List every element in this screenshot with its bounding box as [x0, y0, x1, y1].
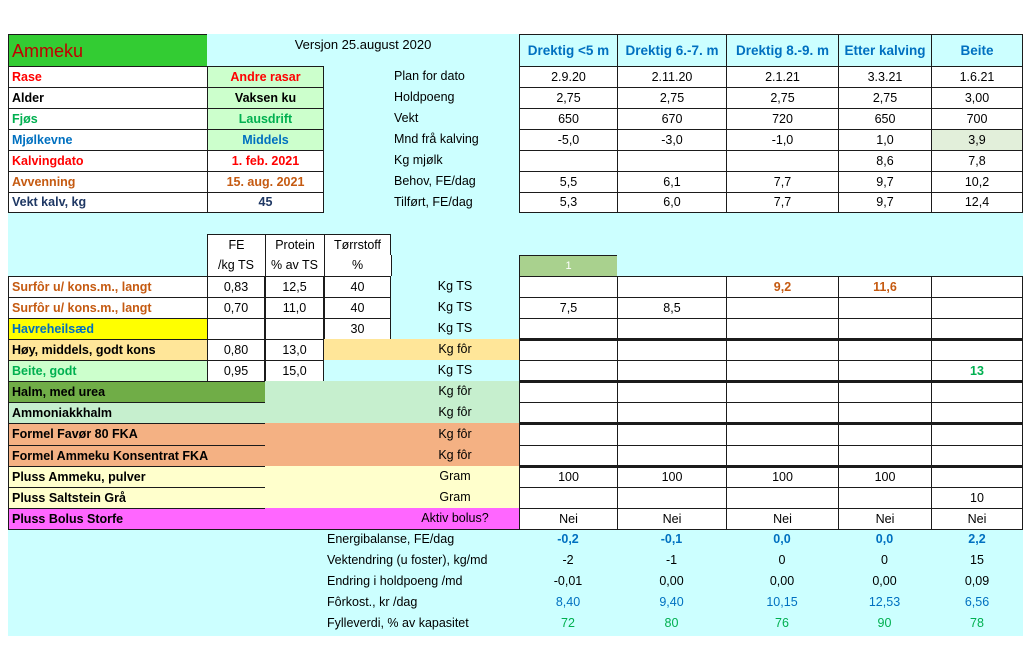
feed-amount-field[interactable]: [726, 360, 838, 381]
plan-value: 8,6: [838, 150, 931, 171]
thick-divider: [519, 422, 1023, 425]
feed-amount-field[interactable]: 100: [726, 466, 838, 487]
period-header: Drektig 6.-7. m: [617, 34, 726, 66]
animal-label: Avvenning: [8, 171, 207, 192]
plan-value: [726, 150, 838, 171]
plan-value: -5,0: [519, 129, 617, 150]
feed-amount-field[interactable]: 100: [838, 466, 931, 487]
plan-value: [617, 150, 726, 171]
animal-label: Rase: [8, 66, 207, 87]
feed-amount-field[interactable]: [726, 339, 838, 360]
feed-header-bottom: %: [324, 255, 391, 276]
feed-protein-field[interactable]: 11,0: [265, 297, 324, 318]
plan-value: 1,0: [838, 129, 931, 150]
animal-value-field[interactable]: Lausdrift: [207, 108, 324, 129]
animal-value-field[interactable]: 1. feb. 2021: [207, 150, 324, 171]
result-value: 0: [881, 553, 888, 568]
feed-amount-field[interactable]: [931, 445, 1023, 466]
result-value: 0,00: [659, 574, 684, 589]
period-header: Drektig 8.-9. m: [726, 34, 838, 66]
result-value: 72: [561, 616, 575, 631]
animal-value-field[interactable]: Andre rasar: [207, 66, 324, 87]
animal-value-field[interactable]: Vaksen ku: [207, 87, 324, 108]
plan-value: 6,0: [617, 192, 726, 213]
thick-divider: [519, 465, 1023, 468]
feed-amount-field[interactable]: 9,2: [726, 276, 838, 297]
plan-value: 9,7: [838, 171, 931, 192]
plan-value: 700: [931, 108, 1023, 129]
plan-value: 650: [519, 108, 617, 129]
feed-amount-field[interactable]: [838, 445, 931, 466]
result-value: 0: [778, 553, 786, 568]
feed-ts-field[interactable]: 30: [324, 318, 391, 339]
result-value: 15: [970, 553, 984, 568]
animal-value-field[interactable]: Middels: [207, 129, 324, 150]
feed-unit: Gram: [439, 469, 471, 484]
feed-name: Pluss Bolus Storfe: [8, 508, 265, 529]
result-value: 0,00: [769, 574, 795, 589]
plan-value: 3,9: [931, 129, 1023, 150]
feed-unit: Kg TS: [437, 321, 473, 336]
result-value: 8,40: [555, 595, 581, 610]
plan-value: -1,0: [726, 129, 838, 150]
period-header: Etter kalving: [838, 34, 931, 66]
grid-line: [324, 255, 325, 276]
feed-fe-field[interactable]: 0,83: [207, 276, 265, 297]
feed-unit: Aktiv bolus?: [421, 511, 489, 526]
thick-divider: [519, 338, 1023, 341]
feed-amount-field[interactable]: [838, 360, 931, 381]
plan-row-label: Kg mjølk: [394, 153, 443, 168]
result-label: Endring i holdpoeng /md: [327, 574, 463, 589]
feed-amount-field[interactable]: Nei: [519, 508, 617, 529]
result-label: Fôrkost., kr /dag: [327, 595, 418, 610]
feed-header-top: FE: [207, 234, 265, 255]
feed-amount-field[interactable]: [931, 402, 1023, 423]
plan-value: 7,7: [726, 171, 838, 192]
feed-amount-field[interactable]: [617, 487, 726, 508]
feed-amount-field[interactable]: [726, 297, 838, 318]
feed-fe-field[interactable]: 0,95: [207, 360, 265, 381]
feed-amount-field[interactable]: [519, 423, 617, 445]
feed-amount-field[interactable]: [519, 318, 617, 339]
plan-value: 7,7: [726, 192, 838, 213]
feed-amount-field[interactable]: [931, 297, 1023, 318]
feed-amount-field[interactable]: Nei: [617, 508, 726, 529]
plan-value: 6,1: [617, 171, 726, 192]
animal-value-field[interactable]: 45: [207, 192, 324, 213]
result-value: 80: [664, 616, 679, 631]
period-header: Drektig <5 m: [519, 34, 617, 66]
result-value: -0,01: [553, 574, 583, 589]
feed-amount-field[interactable]: [726, 402, 838, 423]
feed-amount-field[interactable]: [726, 423, 838, 445]
feed-amount-field[interactable]: [519, 402, 617, 423]
result-value: -2: [562, 553, 574, 568]
feed-amount-field[interactable]: [617, 381, 726, 402]
feed-amount-field[interactable]: [726, 318, 838, 339]
result-label: Vektendring (u foster), kg/md: [327, 553, 488, 568]
feed-name: Høy, middels, godt kons: [8, 339, 207, 360]
feed-amount-field[interactable]: Nei: [931, 508, 1023, 529]
feed-name: Pluss Ammeku, pulver: [8, 466, 265, 487]
feed-unit: Gram: [439, 490, 471, 505]
result-value: 2,2: [968, 532, 986, 547]
grid-line: [207, 255, 208, 276]
feed-amount-field[interactable]: 11,6: [838, 276, 931, 297]
feed-header-top: Tørrstoff: [324, 234, 391, 255]
feed-unit: Kg TS: [437, 300, 473, 315]
feed-amount-field[interactable]: [931, 381, 1023, 402]
feed-name: Havreheilsæd: [8, 318, 207, 339]
feed-amount-field[interactable]: [838, 487, 931, 508]
plan-value: 670: [617, 108, 726, 129]
plan-value: [519, 150, 617, 171]
plan-value: 9,7: [838, 192, 931, 213]
feed-name: Surfôr u/ kons.m., langt: [8, 297, 207, 318]
feed-fe-field[interactable]: [207, 318, 265, 339]
plan-value: 5,5: [519, 171, 617, 192]
feed-fe-field[interactable]: 0,80: [207, 339, 265, 360]
feed-unit: Kg TS: [437, 279, 473, 294]
feed-amount-field[interactable]: [519, 276, 617, 297]
plan-row-label: Vekt: [394, 111, 419, 126]
feed-name: Formel Favør 80 FKA: [8, 423, 265, 445]
plan-value: 1.6.21: [931, 66, 1023, 87]
version-label: Versjon 25.august 2020: [294, 37, 432, 52]
plan-value: 2,75: [726, 87, 838, 108]
feed-amount-field[interactable]: [931, 339, 1023, 360]
grid-line: [391, 255, 392, 276]
feed-amount-field[interactable]: [931, 276, 1023, 297]
feed-amount-field[interactable]: [931, 423, 1023, 445]
animal-label: Mjølkevne: [8, 129, 207, 150]
feed-unit: Kg fôr: [438, 384, 472, 399]
result-value: -1: [665, 553, 678, 568]
feed-amount-field[interactable]: 100: [617, 466, 726, 487]
feed-name: Ammoniakkhalm: [8, 402, 265, 423]
feed-name: Halm, med urea: [8, 381, 265, 402]
plan-row-label: Mnd frå kalving: [394, 132, 479, 147]
feed-amount-field[interactable]: [617, 360, 726, 381]
animal-value-field[interactable]: 15. aug. 2021: [207, 171, 324, 192]
feed-amount-field[interactable]: [838, 381, 931, 402]
result-label: Energibalanse, FE/dag: [327, 532, 455, 547]
feed-amount-field[interactable]: [617, 445, 726, 466]
feed-protein-field[interactable]: 12,5: [265, 276, 324, 297]
feed-amount-field[interactable]: [726, 381, 838, 402]
plan-row-label: Holdpoeng: [394, 90, 455, 105]
feed-amount-field[interactable]: 10: [931, 487, 1023, 508]
feed-fe-field[interactable]: 0,70: [207, 297, 265, 318]
animal-label: Kalvingdato: [8, 150, 207, 171]
plan-value: -3,0: [617, 129, 726, 150]
feed-unit: Kg fôr: [438, 426, 472, 441]
feed-amount-field[interactable]: [726, 487, 838, 508]
plan-value: 2.1.21: [726, 66, 838, 87]
feed-protein-field[interactable]: 15,0: [265, 360, 324, 381]
feed-amount-field[interactable]: [617, 339, 726, 360]
plan-value: 3.3.21: [838, 66, 931, 87]
feed-unit: Kg fôr: [438, 448, 472, 463]
result-value: 78: [970, 616, 984, 631]
feed-amount-field[interactable]: Nei: [726, 508, 838, 529]
plan-value: 3,00: [931, 87, 1023, 108]
feed-amount-field[interactable]: [617, 318, 726, 339]
plan-value: 10,2: [931, 171, 1023, 192]
result-value: 0,0: [773, 532, 791, 547]
grid-line: [265, 255, 266, 276]
result-value: 0,0: [875, 532, 894, 547]
feed-amount-field[interactable]: [519, 339, 617, 360]
thick-divider: [519, 380, 1023, 383]
feed-amount-field[interactable]: [838, 402, 931, 423]
feed-amount-field[interactable]: [838, 297, 931, 318]
feed-amount-field[interactable]: [838, 318, 931, 339]
plan-value: 12,4: [931, 192, 1023, 213]
plan-value: 7,8: [931, 150, 1023, 171]
plan-value: 2.9.20: [519, 66, 617, 87]
feed-amount-field[interactable]: 8,5: [617, 297, 726, 318]
result-value: 90: [877, 616, 892, 631]
result-value: 0,00: [872, 574, 897, 589]
feed-amount-field[interactable]: 13: [931, 360, 1023, 381]
feed-amount-field[interactable]: [931, 318, 1023, 339]
feed-ts-field[interactable]: 40: [324, 276, 391, 297]
feed-name: Beite, godt: [8, 360, 207, 381]
feed-amount-field[interactable]: [617, 402, 726, 423]
app-title: Ammeku: [8, 34, 207, 66]
plan-value: 2,75: [617, 87, 726, 108]
feed-amount-field[interactable]: [519, 487, 617, 508]
feed-amount-field[interactable]: [838, 339, 931, 360]
feed-amount-field[interactable]: [931, 466, 1023, 487]
feed-header-bottom: /kg TS: [207, 255, 265, 276]
feed-amount-field[interactable]: Nei: [838, 508, 931, 529]
plan-row-label: Tilført, FE/dag: [394, 195, 473, 210]
feed-header-top: Protein: [265, 234, 324, 255]
marker-cell: 1: [519, 255, 617, 276]
feed-amount-field[interactable]: [838, 423, 931, 445]
animal-label: Vekt kalv, kg: [8, 192, 207, 213]
plan-value: 2,75: [838, 87, 931, 108]
feed-name: Formel Ammeku Konsentrat FKA: [8, 445, 265, 466]
feed-amount-field[interactable]: [519, 445, 617, 466]
plan-value: 720: [726, 108, 838, 129]
plan-row-label: Behov, FE/dag: [394, 174, 476, 189]
feed-protein-field[interactable]: 13,0: [265, 339, 324, 360]
result-value: 0,09: [964, 574, 990, 589]
feed-amount-field[interactable]: 7,5: [519, 297, 617, 318]
feed-unit: Kg fôr: [438, 405, 472, 420]
feed-name: Pluss Saltstein Grå: [8, 487, 265, 508]
feed-name: Surfôr u/ kons.m., langt: [8, 276, 207, 297]
result-value: 6,56: [964, 595, 990, 610]
feed-amount-field[interactable]: [519, 360, 617, 381]
feed-header-bottom: % av TS: [265, 255, 324, 276]
feed-ts-field[interactable]: 40: [324, 297, 391, 318]
feed-amount-field[interactable]: 100: [519, 466, 617, 487]
result-value: 9,40: [659, 595, 684, 610]
plan-row-label: Plan for dato: [394, 69, 465, 84]
plan-value: 2.11.20: [617, 66, 726, 87]
plan-value: 650: [838, 108, 931, 129]
feed-amount-field[interactable]: [617, 423, 726, 445]
feed-amount-field[interactable]: [519, 381, 617, 402]
result-label: Fylleverdi, % av kapasitet: [327, 616, 469, 631]
feed-amount-field[interactable]: [726, 445, 838, 466]
animal-label: Fjøs: [8, 108, 207, 129]
animal-label: Alder: [8, 87, 207, 108]
plan-value: 5,3: [519, 192, 617, 213]
result-value: -0,2: [557, 532, 579, 547]
result-value: 76: [775, 616, 789, 631]
feed-unit: Kg TS: [437, 363, 473, 378]
result-value: 10,15: [766, 595, 798, 610]
feed-unit: Kg fôr: [438, 342, 472, 357]
feed-amount-field[interactable]: [617, 276, 726, 297]
result-value: 12,53: [868, 595, 901, 610]
period-header: Beite: [931, 34, 1023, 66]
plan-value: 2,75: [519, 87, 617, 108]
result-value: -0,1: [660, 532, 683, 547]
feed-protein-field[interactable]: [265, 318, 324, 339]
